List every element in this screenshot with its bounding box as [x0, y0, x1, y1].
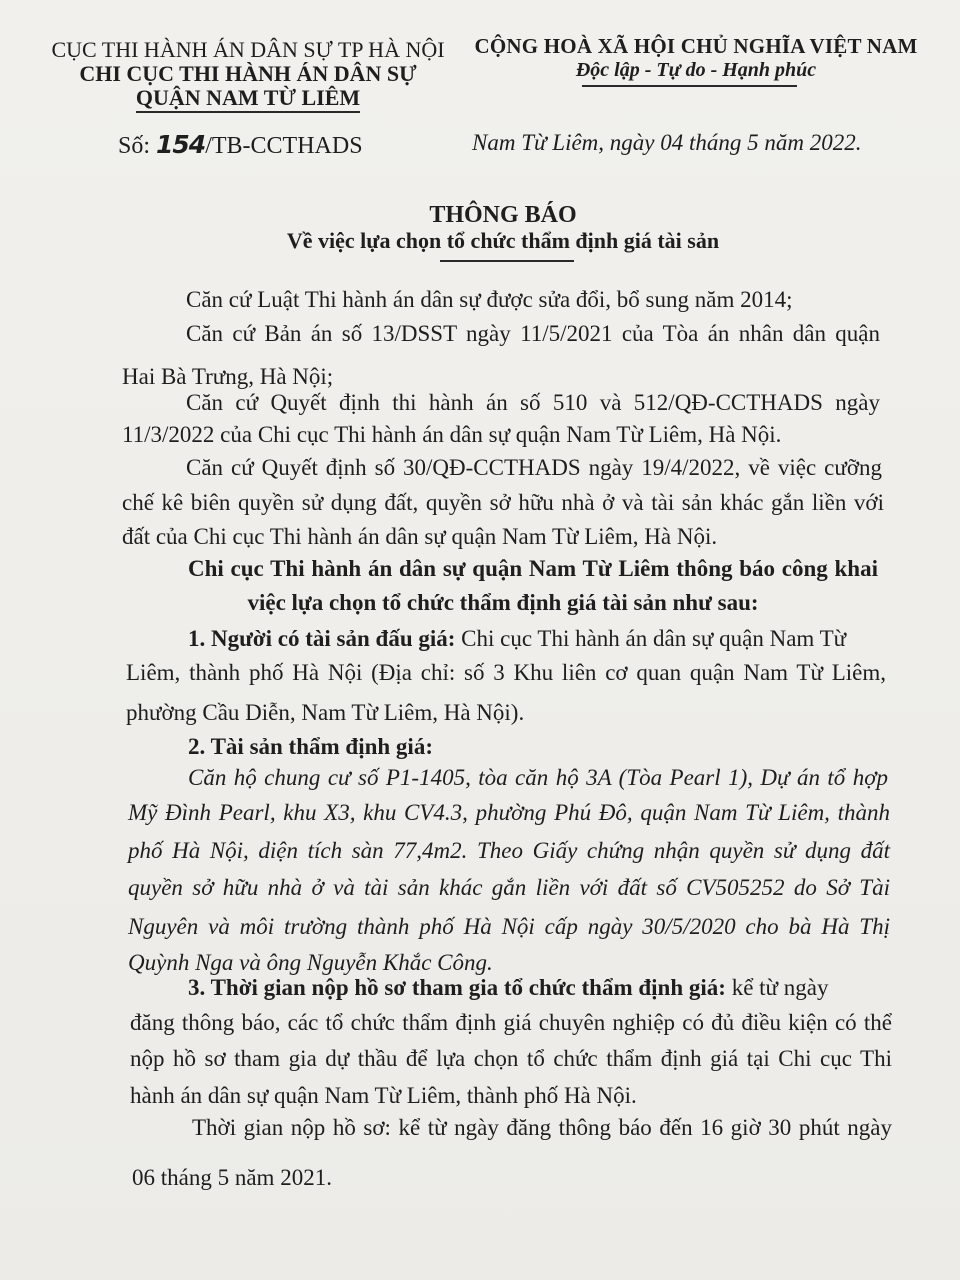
body-line: phường Cầu Diễn, Nam Từ Liêm, Hà Nội). — [126, 700, 525, 725]
national-motto: Độc lập - Tự do - Hạnh phúc — [575, 59, 817, 81]
body-line: Căn cứ Bản án số 13/DSST ngày 11/5/2021 của Tòa án nhân dân quận — [186, 321, 880, 346]
body-line-italic: quyền sở hữu nhà ở và tài sản khác gắn liền với đất số CV505252 do Sở Tài — [128, 875, 890, 900]
body-line-bold: việc lựa chọn tổ chức thẩm định giá tài sản như sau: — [247, 590, 759, 615]
body-line-bold: Chi cục Thi hành án dân sự quận Nam Từ Liêm thông báo công khai — [188, 556, 878, 581]
body-line-italic: Mỹ Đình Pearl, khu X3, khu CV4.3, phường Phú Đô, quận Nam Từ Liêm, thành — [128, 800, 890, 825]
section-3-heading: 3. Thời gian nộp hồ sơ tham gia tổ chức thẩm định giá: — [188, 975, 726, 1000]
number-handwritten: 154 — [156, 130, 206, 159]
body-line: Liêm, thành phố Hà Nội (Địa chỉ: số 3 Khu liên cơ quan quận Nam Từ Liêm, — [126, 660, 886, 685]
section-1-heading: 1. Người có tài sản đấu giá: — [188, 626, 456, 651]
national-title: CỘNG HOÀ XÃ HỘI CHỦ NGHĨA VIỆT NAM — [474, 34, 918, 58]
agency-name: CHI CỤC THI HÀNH ÁN DÂN SỰ — [79, 61, 417, 86]
section-3 — [188, 975, 828, 1001]
document-date: Nam Từ Liêm, ngày 04 tháng 5 năm 2022. — [472, 130, 862, 155]
body-line: Thời gian nộp hồ sơ: kể từ ngày đăng thông báo đến 16 giờ 30 phút ngày — [192, 1115, 892, 1140]
body-line-italic: Nguyên và môi trường thành phố Hà Nội cấp ngày 30/5/2020 cho bà Hà Thị — [128, 914, 890, 939]
motto-underline — [582, 85, 797, 87]
body-line: Căn cứ Quyết định thi hành án số 510 và 512/QĐ-CCTHADS ngày — [186, 390, 880, 415]
document-title: THÔNG BÁO — [429, 202, 577, 228]
section-1 — [188, 626, 846, 652]
section-2-heading: 2. Tài sản thẩm định giá: — [188, 734, 433, 759]
body-line-italic: Căn hộ chung cư số P1-1405, tòa căn hộ 3A (Tòa Pearl 1), Dự án tổ hợp — [188, 765, 888, 790]
document-subtitle: Về việc lựa chọn tổ chức thẩm định giá tài sản — [286, 228, 720, 253]
body-line: Hai Bà Trưng, Hà Nội; — [122, 364, 334, 389]
body-line-italic: Quỳnh Nga và ông Nguyễn Khắc Công. — [128, 950, 493, 975]
body-line: nộp hồ sơ tham gia dự thầu để lựa chọn tổ chức thẩm định giá tại Chi cục Thi — [130, 1046, 892, 1071]
body-line: Căn cứ Quyết định số 30/QĐ-CCTHADS ngày 19/4/2022, về việc cưỡng — [186, 455, 882, 480]
title-underline — [440, 260, 574, 262]
agency-parent: CỤC THI HÀNH ÁN DÂN SỰ TP HÀ NỘI — [51, 37, 445, 62]
section-3-text: kể từ ngày — [725, 975, 829, 1000]
number-suffix: /TB-CCTHADS — [205, 133, 363, 159]
number-prefix: Số: — [118, 133, 157, 159]
agency-district-text: QUẬN NAM TỪ LIÊM — [136, 85, 360, 113]
body-line: chế kê biên quyền sử dụng đất, quyền sở hữu nhà ở và tài sản khác gắn liền với — [122, 490, 884, 515]
body-line: hành án dân sự quận Nam Từ Liêm, thành phố Hà Nội. — [130, 1083, 637, 1108]
body-line-italic: phố Hà Nội, diện tích sàn 77,4m2. Theo Giấy chứng nhận quyền sử dụng đất — [128, 838, 890, 863]
body-line: Căn cứ Luật Thi hành án dân sự được sửa đổi, bổ sung năm 2014; — [186, 287, 793, 312]
body-line: đăng thông báo, các tổ chức thẩm định giá chuyên nghiệp có đủ điều kiện có thể — [130, 1010, 892, 1035]
agency-district — [0, 86, 496, 110]
document-number — [118, 130, 363, 160]
section-1-text: Chi cục Thi hành án dân sự quận Nam Từ — [455, 626, 847, 651]
body-line: 11/3/2022 của Chi cục Thi hành án dân sự quận Nam Từ Liêm, Hà Nội. — [122, 422, 782, 447]
body-line: 06 tháng 5 năm 2021. — [132, 1165, 332, 1190]
body-line: đất của Chi cục Thi hành án dân sự quận Nam Từ Liêm, Hà Nội. — [122, 524, 718, 549]
